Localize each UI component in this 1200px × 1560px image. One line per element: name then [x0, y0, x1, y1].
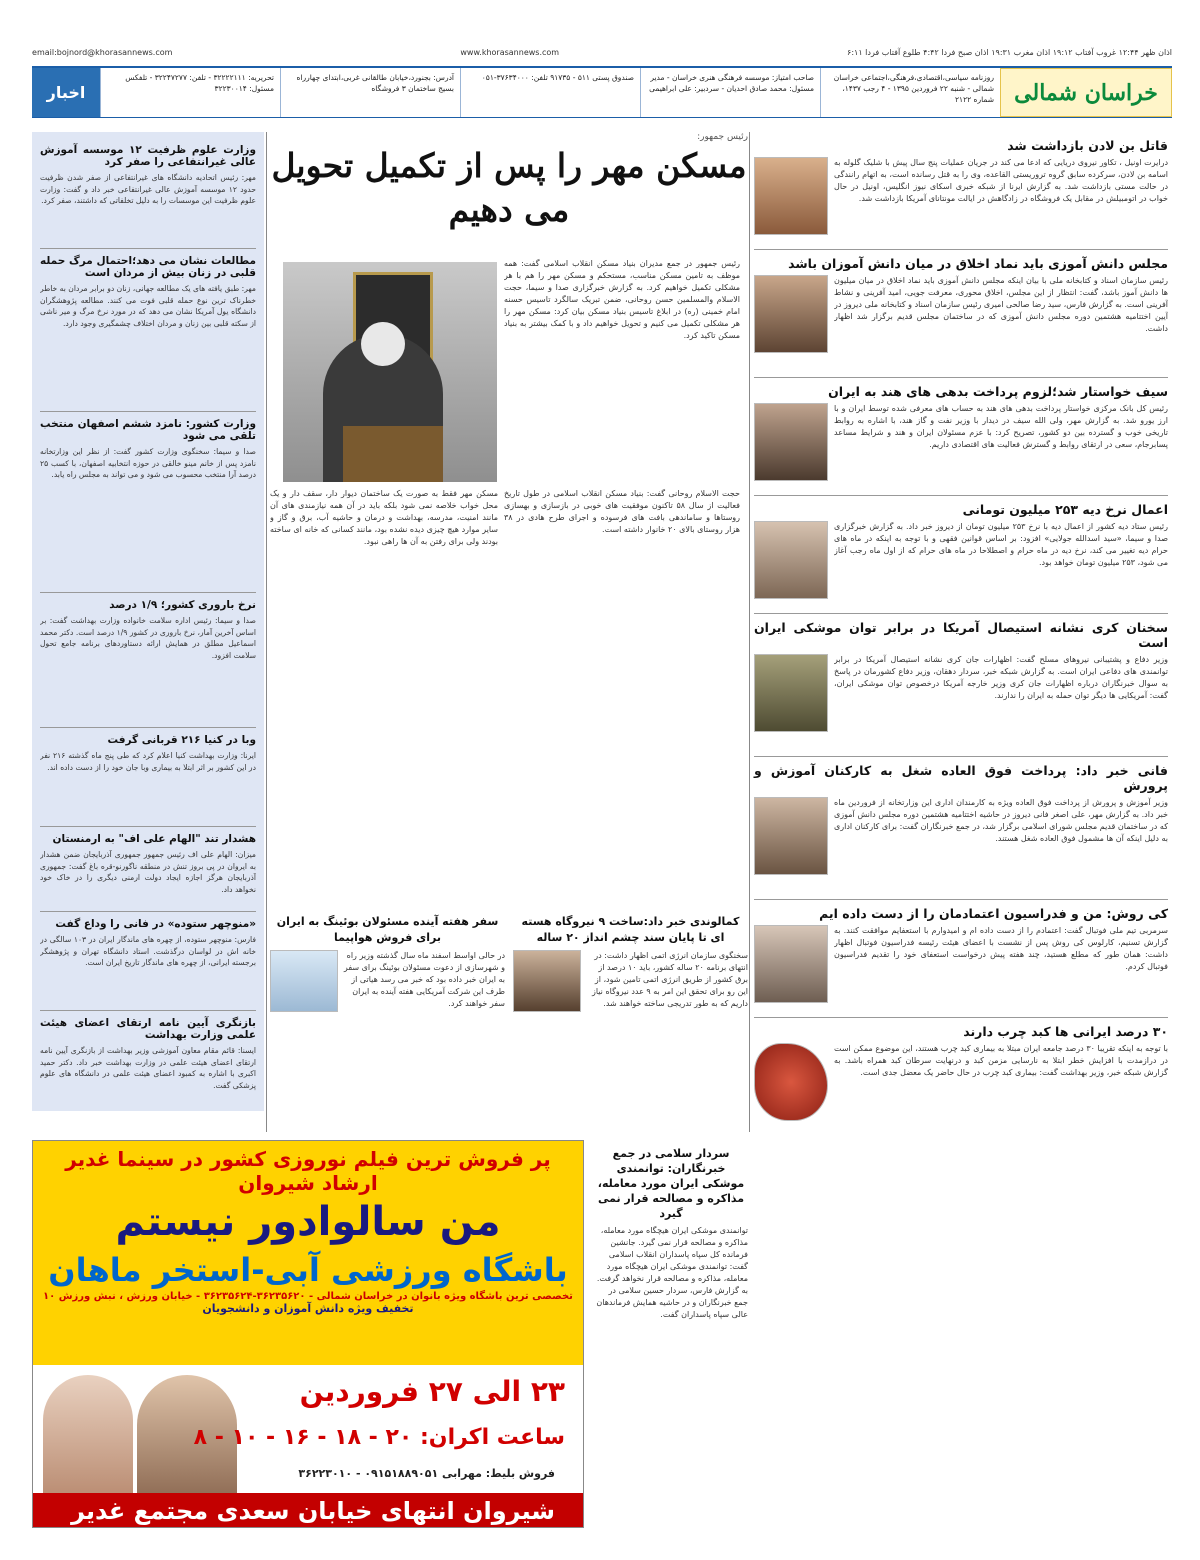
portrait-image: [754, 521, 828, 599]
airplane-image: [270, 950, 338, 1012]
bottom-story: [594, 1140, 748, 1543]
screening-times: ساعت اکران: ۲۰ - ۱۸ - ۱۶ - ۱۰ - ۸: [193, 1425, 565, 1450]
brief-text: میزان: الهام علی اف رئیس جمهور جمهوری آذربایجان ضمن هشدار به ایروان در پی بروز تنش در منطقه ناگورنو-قره باغ گفت: جمهوری آذربایجان هرگز اجازه ایجاد دولت ارمنی دیگری را در خاک خود نخواهد داد.: [40, 850, 256, 894]
story-text: سخنگوی سازمان انرژی اتمی اظهار داشت: در انتهای برنامه ۲۰ ساله کشور، باید ۱۰ درصد از برق کشور از طریق انرژی اتمی تامین شود، از این رو برای تحقق این امر به ۹ عدد نیروگاه نیاز داریم که به طور تدریجی ساخته خواهند شد.: [591, 951, 748, 1008]
article-text: سرمربی تیم ملی فوتبال گفت: اعتمادم را از دست داده ام و امیدوارم با استعفایم موافقت کنند. به گزارش تسنیم، کارلوس کی روش پس از نشست با اعضای هیئت رئیسه فدراسیون فوتبال اظهار داشت: همان طور که مطلع هستید، چند هفته پیش درخواست استعفای خود را تقدیم فدراسیون فوتبال کردم.: [834, 926, 1168, 971]
portrait-image: [754, 654, 828, 732]
podium: [343, 426, 443, 482]
article-text: رئیس ستاد دیه کشور از اعمال دیه با نرخ ۲۵۳ میلیون تومان از دیروز خبر داد. به گزارش خبرگزاری صدا و سیما، «سید اسدالله جولایی» افزود: بر اساس قوانین فقهی و با توجه به اینکه در ماه های حرام دیه تغییر می کند، نرخ دیه در ماه حرام و اصطلاحا در ماه های حرام که از اول ماه رجب آغاز می شود، ۲۵۳ میلیون تومان خواهد بود.: [834, 522, 1168, 567]
brief-text: صدا و سیما: سخنگوی وزارت کشور گفت: از نظر این وزارتخانه نامزد پس از خانم مینو خالقی در حوزه انتخابیه اصفهان، با کسب ۲۵ درصد آرا منتخب محسوب می شود و می تواند به مجلس راه یابد.: [40, 447, 256, 479]
brief-text: ایرنا: وزارت بهداشت کنیا اعلام کرد که طی پنج ماه گذشته ۲۱۶ نفر در این کشور بر اثر ابتلا به بیماری وبا جان خود را از دست داده اند.: [40, 751, 256, 772]
masthead-info: روزنامه سیاسی،اقتصادی،فرهنگی،اجتماعی خراسان شمالی - شنبه ۲۲ فروردین ۱۳۹۵ - ۴ رجب ۱۴۳۷، شماره ۲۱۲۲: [820, 68, 1000, 117]
brief-title[interactable]: وبا در کنیا ۲۱۶ قربانی گرفت: [107, 734, 256, 746]
divider: [40, 1010, 256, 1011]
liver-image: [754, 1043, 828, 1121]
body-paragraph: حجت الاسلام روحانی گفت: بنیاد مسکن انقلاب اسلامی در طول تاریخ فعالیت از سال ۵۸ تاکنون موفقیت های خوبی در بازسازی و بهسازی روستاها و ساماندهی بافت های فرسوده و اجرای طرح هادی در ۳۸ هزار روستای بالای ۲۰ خانوار داشته است.: [504, 489, 740, 534]
lead-story: [270, 132, 748, 232]
lead-headline[interactable]: مسکن مهر را پس از تکمیل تحویل می دهیم: [271, 146, 747, 229]
story-text: در حالی اواسط اسفند ماه سال گذشته وزیر راه و شهرسازی از دعوت مسئولان بوئینگ برای سفر به ایران خبر داده بود که خبر می رسد هیاتی از طرف این شرکت آمریکایی هفته آینده به ایران سفر خواهند کرد.: [343, 951, 505, 1008]
divider: [754, 613, 1168, 614]
masthead-info: تحریریه: ۳۲۲۲۲۱۱۱ - تلفن: ۳۲۲۴۷۲۷۷ - تلفکس مسئول: ۳۲۲۳۰۰۱۴: [100, 68, 280, 117]
article-title[interactable]: قاتل بن لادن بازداشت شد: [1007, 138, 1168, 153]
story-title[interactable]: سردار سلامی در جمع خبرنگاران: توانمندی موشکی ایران مورد معامله، مذاکره و مصالحه قرار نمی گیرد: [597, 1147, 745, 1220]
article: [754, 256, 1168, 371]
divider: [754, 899, 1168, 900]
divider: [40, 248, 256, 249]
divider: [40, 592, 256, 593]
masthead-info: صندوق پستی ۵۱۱ - ۹۱۷۳۵ تلفن: ۳۷۶۳۴۰۰۰-۰۵۱: [460, 68, 640, 117]
masthead-info: آدرس: بجنورد،خیابان طالقانی غربی،ابتدای چهارراه بسیج ساختمان ۳ فروشگاه: [280, 68, 460, 117]
brief-title[interactable]: وزارت علوم ظرفیت ۱۲ موسسه آموزش عالی غیرانتفاعی را صفر کرد: [40, 144, 256, 168]
divider: [40, 911, 256, 912]
divider: [754, 1017, 1168, 1018]
body-paragraph: رئیس جمهور در جمع مدیران بنیاد مسکن انقلاب اسلامی گفت: همه موظف به تامین مسکن مناسب، مستحکم و مسکن مهر را هم با هر مشکلی تکمیل خواهیم کرد. به گزارش خبرگزاری صدا و سیما، حجت الاسلام والمسلمین حسن روحانی، ضمن تبریک سالگرد تاسیس حسنه امام خمینی (ره) در ابلاغ تاسیس بنیاد مسکن بیان کرد: مسکن مهر را هر مشکلی تکمیل می کنیم و تحویل خواهیم داد و با کمک بیشتر به بنیاد مسکن تاکید کرد.: [504, 259, 740, 340]
speaker-turban: [361, 322, 405, 366]
article-title[interactable]: ۳۰ درصد ایرانی ها کبد چرب دارند: [963, 1024, 1168, 1039]
brief-text: فارس: منوچهر ستوده، از چهره های ماندگار ایران در ۱۰۳ سالگی در خانه اش در لواسان درگذشت. استاد دانشگاه تهران و پژوهشگر برجسته ایرانی، از چهره های ماندگار تاریخ ایران است.: [40, 935, 256, 967]
portrait-image: [754, 275, 828, 353]
ad-film-title: من سالوادور نیستم: [115, 1199, 501, 1245]
divider: [40, 411, 256, 412]
lead-text: [270, 488, 498, 898]
secondary-story: [513, 908, 748, 1100]
ticket-info: فروش بلیط: مهرابی ۰۹۱۵۱۸۸۹۰۵۱ - ۳۶۲۲۳۰۱۰: [298, 1467, 555, 1480]
right-column: [754, 132, 1168, 1129]
brief-title[interactable]: مطالعات نشان می دهد؛احتمال مرگ حمله قلبی در زنان بیش از مردان است: [40, 255, 256, 279]
article: [754, 384, 1168, 489]
email[interactable]: email:bojnord@khorasannews.com: [32, 48, 173, 57]
article: [754, 906, 1168, 1011]
portrait-image: [754, 925, 828, 1003]
brief-title[interactable]: «منوچهر ستوده» در فانی را وداع گفت: [55, 918, 256, 930]
article: [754, 502, 1168, 607]
divider: [40, 727, 256, 728]
article: [754, 620, 1168, 750]
brief-text: ایسنا: قائم مقام معاون آموزشی وزیر بهداشت از بازنگری آیین نامه ارتقای اعضای هیئت علمی در وزارت بهداشت خبر داد. دکتر حمید اکبری با اشاره به کمبود اعضای هیئت علمی در دانشگاه های علوم پزشکی گفت.: [40, 1046, 256, 1090]
article-text: رئیس کل بانک مرکزی خواستار پرداخت بدهی های هند به حساب های معرفی شده توسط ایران و با ارز یورو شد. به گزارش مهر، ولی الله سیف در دیدار با وزیر نفت و گاز هند، با اشاره به روابط تاریخی خوب و گسترده بین دو کشور، تصریح کرد: با عزم مسئولان ایران و هند و شرایط مساعد پسابرجام، سعی در ارتقای روابط و گسترش فعالیت های اقتصادی داریم.: [834, 404, 1168, 449]
divider: [754, 249, 1168, 250]
screening-dates: ۲۳ الی ۲۷ فروردین: [299, 1375, 565, 1408]
article: [754, 763, 1168, 893]
ad-body: [33, 1365, 584, 1528]
headline-kicker: رئیس جمهور:: [697, 132, 748, 142]
portrait-image: [513, 950, 581, 1012]
top-strip: [32, 48, 1172, 62]
divider: [754, 377, 1168, 378]
article-text: وزیر آموزش و پرورش از پرداخت فوق العاده ویژه به کارمندان اداری این وزارتخانه از فروردین ماه خبر داد. به گزارش مهر، علی اصغر فانی دیروز در حاشیه اختتامیه هشتمین دوره مجلس دانش آموزی که در ساختمان قدیم مجلس شورای اسلامی برگزار شد، در جمع خبرنگاران گفت: برای کارکنان اداری به دلیل اینکه آن ها مشمول فوق العاده شغل هستند.: [834, 798, 1168, 843]
advertisement[interactable]: [32, 1140, 584, 1528]
article: [754, 1024, 1168, 1129]
lead-text: [504, 258, 740, 484]
brief-title[interactable]: بازنگری آیین نامه ارتقای اعضای هیئت علمی وزارت بهداشت: [40, 1017, 256, 1041]
brief-title[interactable]: هشدار تند "الهام علی اف" به ارمنستان: [52, 833, 256, 845]
prayer-times: اذان ظهر ۱۲:۴۴ غروب آفتاب ۱۹:۱۲ اذان مغرب ۱۹:۳۱ اذان صبح فردا ۴:۴۲ طلوع آفتاب فردا ۶:۱۱: [847, 48, 1172, 57]
newspaper-logo: خراسان شمالی: [1000, 68, 1172, 117]
article-title[interactable]: فانی خبر داد: پرداخت فوق العاده شغل به کارکنان آموزش و پرورش: [754, 763, 1168, 793]
article-title[interactable]: کی روش: من و فدراسیون اعتمادمان را از دست داده ایم: [819, 906, 1168, 921]
section-badge: اخبار: [32, 68, 100, 117]
portrait-image: [754, 403, 828, 481]
article-title[interactable]: سیف خواستار شد؛لزوم پرداخت بدهی های هند به ایران: [828, 384, 1168, 399]
brief-text: مهر: رئیس اتحادیه دانشگاه های غیرانتفاعی از صفر شدن ظرفیت حدود ۱۲ موسسه آموزش عالی غیرانتفاعی خبر داد و گفت: وزارت علوم ظرفیت این موسسات را به دلیل تخلفاتی که داشتند، صفر کرد.: [40, 173, 256, 205]
story-title[interactable]: سفر هفته آینده مسئولان بوئینگ به ایران برای فروش هواپیما: [276, 915, 499, 944]
article-title[interactable]: سخنان کری نشانه استیصال آمریکا در برابر توان موشکی ایران است: [754, 620, 1168, 650]
article-text: با توجه به اینکه تقریبا ۳۰ درصد جامعه ایران مبتلا به بیماری کبد چرب هستند، این موضوع ممکن است در درازمدت با افزایش خطر ابتلا به نارسایی مزمن کبد و درنهایت سرطان کبد همراه باشد. به گزارش شبکه خبر، وزیر بهداشت گفت: بیماری کبد چرب در حال حاضر یک معضل جدی است.: [834, 1044, 1168, 1077]
article-text: وزیر دفاع و پشتیبانی نیروهای مسلح گفت: اظهارات جان کری نشانه استیصال آمریکا در برابر توانمندی های دفاعی ایران است. به گزارش شبکه خبر، سردار دهقان، وزیر دفاع کشورمان در پاسخ به سوال خبرنگاران درباره اظهارات جان کری وزیر خارجه آمریکا درخصوص توان موشکی ایران، گفت: آمریکایی ها دیگر توان حمله به ایران را ندارند.: [834, 655, 1168, 700]
brief-title[interactable]: وزارت کشور: نامزد ششم اصفهان منتخب تلقی می شود: [40, 418, 256, 442]
divider: [754, 756, 1168, 757]
divider: [749, 132, 750, 1132]
lead-text: [504, 488, 740, 898]
body-paragraph: مسکن مهر فقط به صورت یک ساختمان دیوار دار، سقف دار و یک محل خواب خلاصه نمی شود بلکه باید در آن همه نیازمندی های آن مانند امنیت، مدرسه، بهداشت و درمان و حاشیه آب، برق و گاز و سایر موارد هیچ چیزی دیده نشده بود، مانند کسانی که خانه ای ساخته بودند ولی برای رفتن به آن ها راهی نبود.: [270, 489, 498, 546]
article-text: درایرت اونیل ، تکاور نیروی دریایی که ادعا می کند در جریان عملیات پنج سال پیش با شلیک گلوله به اسامه بن لادن، سرکرده سابق گروه تروریستی القاعده، وی را به قتل رسانده است، به اتهام رانندگی در حالت مستی بازداشت شد. به گزارش ایرنا از شبکه خبری اسکای نیوز انگلیس، اونیل در حال خواب در اتومبیلش در مقابل یک فروشگاه در زادگاهش در ایالت مونتانای آمریکا بازداشت شد.: [834, 158, 1168, 203]
secondary-story: [270, 908, 505, 1100]
divider: [266, 132, 267, 1132]
divider: [754, 495, 1168, 496]
story-title[interactable]: کمالوندی خبر داد:ساخت ۹ نیروگاه هسته ای تا پایان سند چشم انداز ۲۰ ساله: [521, 915, 740, 944]
ad-club-name: باشگاه ورزشی آبی-استخر ماهان: [48, 1251, 568, 1289]
portrait-image: [754, 157, 828, 235]
brief-title[interactable]: نرخ باروری کشور؛ ۱/۹ درصد: [109, 599, 256, 611]
brief-text: صدا و سیما: رئیس اداره سلامت خانواده وزارت بهداشت گفت: بر اساس آخرین آمار، نرخ باروری در کشور ۱/۹ درصد است. دکتر محمد اسماعیل مطلق در همایش ارائه دستاوردهای برنامه جامع تحول سلامت افزود.: [40, 616, 256, 660]
brief-text: مهر: طبق یافته های یک مطالعه جهانی، زنان دو برابر مردان به خاطر خطرناک ترین نوع حمله قلبی فوت می کنند. مطالعه پژوهشگران دانشگاه یول آمریکا نشان می دهد که در مورد نرخ مرگ و میر ناشی از سکته قلبی بین زنان و مردان اختلاف چشمگیری وجود دارد.: [40, 284, 256, 328]
venue-address: شیروان انتهای خیابان سعدی مجتمع غدیر: [33, 1493, 584, 1528]
masthead: [32, 66, 1172, 118]
lead-photo: [283, 262, 497, 482]
secondary-stories: [270, 908, 748, 1100]
article: [754, 138, 1168, 243]
story-text: توانمندی موشکی ایران هیچگاه مورد معامله، مذاکره و مصالحه قرار نمی گیرد. جانشین فرمانده کل سپاه پاسداران انقلاب اسلامی گفت: توانمندی موشکی ایران هیچگاه مورد معامله، مذاکره و مصالحه قرار نخواهد گرفت. به گزارش فارس، سردار حسین سلامی در جمع خبرنگاران و در حاشیه همایش فرماندهان عالی سپاه پاسداران گفت.: [596, 1226, 748, 1319]
ad-line: تخفیف ویژه دانش آموزان و دانشجویان: [202, 1302, 414, 1315]
article-title[interactable]: اعمال نرخ دیه ۲۵۳ میلیون تومانی: [962, 502, 1168, 517]
ad-line: پر فروش ترین فیلم نوروزی کشور در سینما غدیر ارشاد شیروان: [65, 1147, 551, 1195]
left-news-column: [32, 132, 264, 1111]
ad-line: تخصصی ترین باشگاه ویژه بانوان در خراسان شمالی - ۳۶۲۳۵۶۲۰-۳۶۲۳۵۶۲۴ - خیابان ورزش ، نبش ورزش ۱۰: [43, 1291, 573, 1302]
masthead-info: صاحب امتیاز: موسسه فرهنگی هنری خراسان - مدیر مسئول: محمد صادق احدیان - سردبیر: علی ابراهیمی: [640, 68, 820, 117]
article-title[interactable]: مجلس دانش آموزی باید نماد اخلاق در میان دانش آموزان باشد: [788, 256, 1168, 271]
ad-header: [33, 1141, 583, 1365]
website[interactable]: www.khorasannews.com: [460, 48, 560, 57]
divider: [40, 826, 256, 827]
article-text: رئیس سازمان اسناد و کتابخانه ملی با بیان اینکه مجلس دانش آموزی باید نماد اخلاق در میان میلیون ها دانش آموز باشد، گفت: انتظار از این مجلس، اخلاق محوری، معرفت جویی، امید آفرینی و نشاط آفرینی است. به گزارش فارس، سید رضا صالحی امیری رئیس سازمان اسناد و کتابخانه ملی دیروز در آیین اختتامیه هشتمین دوره مجلس دانش آموزی که در ساختمان مجلس قدیم برگزار شد اظهار داشت.: [834, 276, 1168, 333]
portrait-image: [754, 797, 828, 875]
